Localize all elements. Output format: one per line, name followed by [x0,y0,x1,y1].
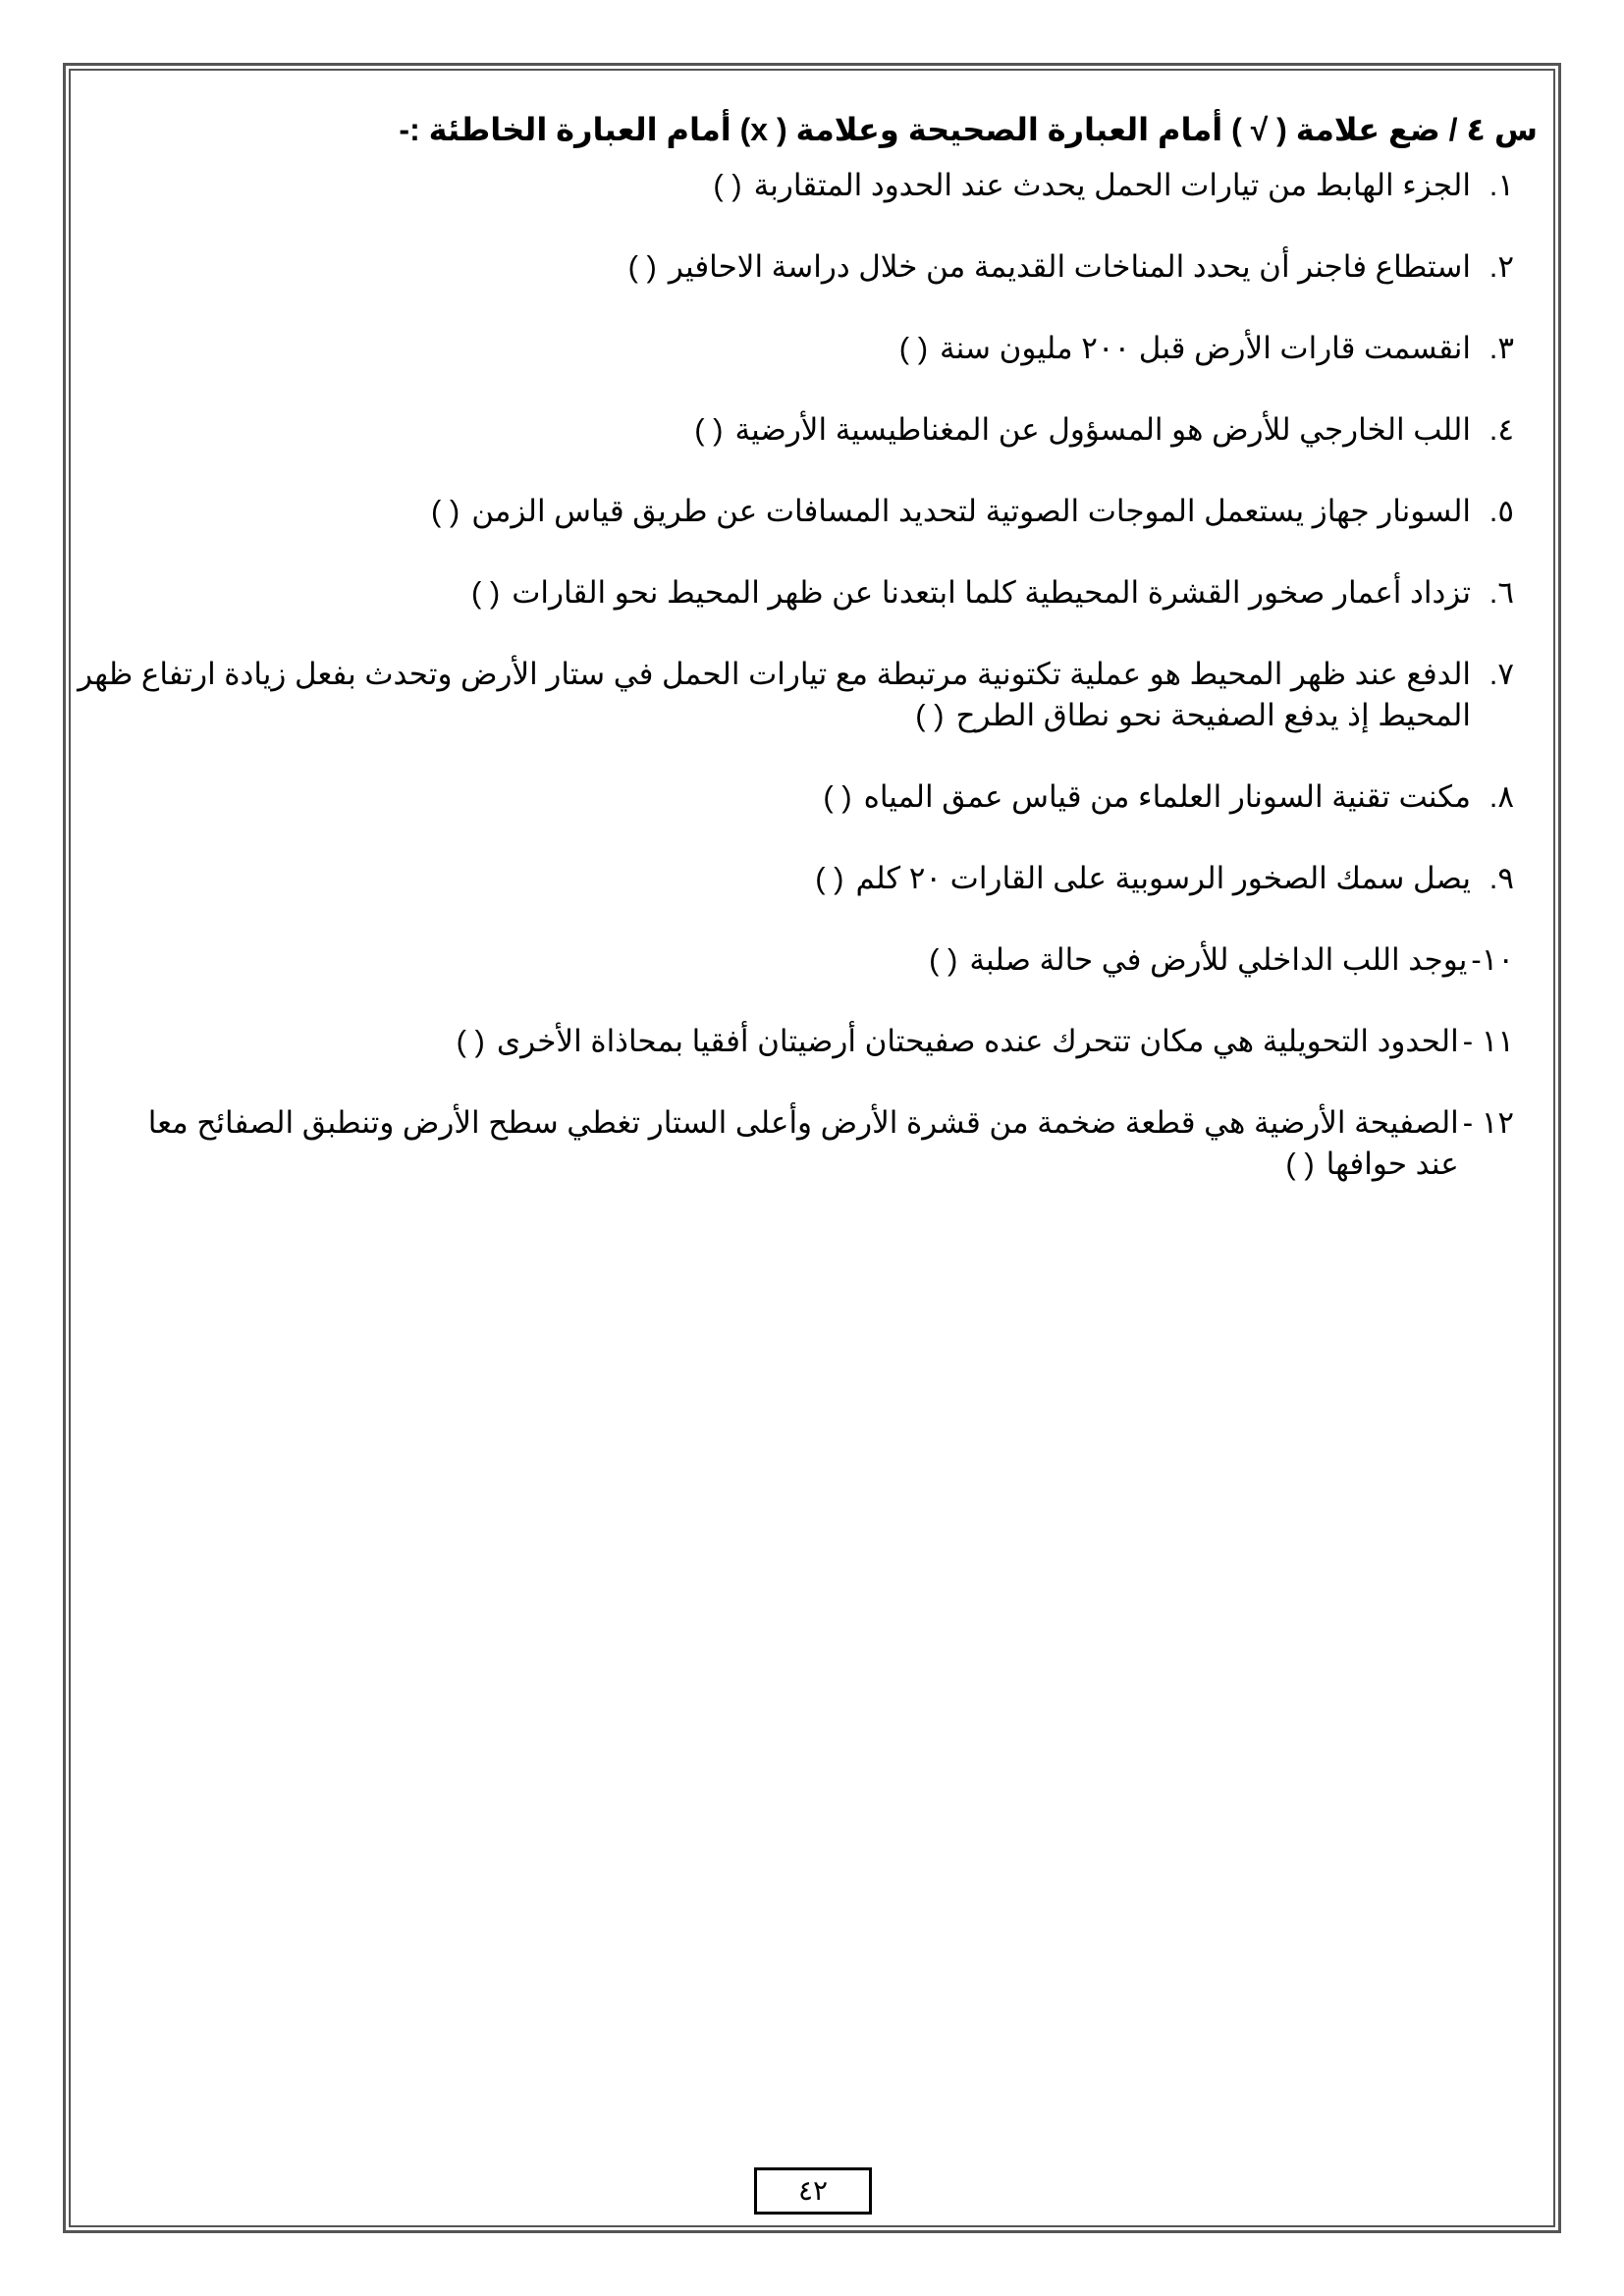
list-item [110,776,1514,818]
answer-blank: ( ) [627,249,657,284]
question-heading: س ٤ / ضع علامة ( √ ) أمام العبارة الصحيحة وعلامة ( x) أمام العبارة الخاطئة :- [399,112,1538,147]
answer-blank: ( ) [694,412,724,447]
item-number: ٩. [1489,861,1514,895]
item-text: يوجد اللب الداخلي للأرض في حالة صلبة( ) [110,939,1467,981]
page-number: ٤٢ [754,2167,872,2215]
list-item [110,246,1514,288]
item-number: ٥. [1489,494,1514,528]
list-item [78,654,1514,736]
worksheet-content [78,108,1538,1225]
item-number: ١٠- [1471,942,1514,977]
list-item [110,328,1514,369]
item-text: تزداد أعمار صخور القشرة المحيطية كلما ابتعدنا عن ظهر المحيط نحو القارات( ) [110,572,1471,614]
item-text: يصل سمك الصخور الرسوبية على القارات ٢٠ كلم( ) [110,858,1471,899]
item-number: ٣. [1489,331,1514,365]
answer-blank: ( ) [430,494,460,528]
item-number: ٢. [1489,249,1514,284]
list-item [110,572,1514,614]
item-text: السونار جهاز يستعمل الموجات الصوتية لتحديد المسافات عن طريق قياس الزمن( ) [110,491,1471,532]
statement-list [78,165,1514,1185]
item-text: الجزء الهابط من تيارات الحمل يحدث عند الحدود المتقاربة( ) [110,165,1471,206]
list-item [110,409,1514,451]
item-text: الدفع عند ظهر المحيط هو عملية تكتونية مرتبطة مع تيارات الحمل في ستار الأرض وتحدث بفعل زيادة ارتفاع ظهر المحيط إذ يدفع الصفيحة نحو نطاق الطرح( ) [59,654,1471,736]
item-text: اللب الخارجي للأرض هو المسؤول عن المغناطيسية الأرضية( ) [110,409,1471,451]
item-number: ١٢ - [1462,1105,1514,1140]
item-text: الحدود التحويلية هي مكان تتحرك عنده صفيحتان أرضيتان أفقيا بمحاذاة الأخرى( ) [110,1021,1459,1062]
list-item [110,1021,1514,1062]
answer-blank: ( ) [815,861,844,895]
list-item [110,858,1514,899]
answer-blank: ( ) [470,575,501,610]
answer-blank: ( ) [929,942,958,977]
answer-blank: ( ) [713,168,742,202]
answer-blank: ( ) [456,1024,485,1058]
answer-blank: ( ) [1285,1147,1315,1181]
answer-blank: ( ) [915,698,945,732]
answer-blank: ( ) [898,331,929,365]
list-item [110,1102,1514,1185]
item-number: ٤. [1489,412,1514,447]
item-number: ٨. [1489,779,1514,814]
item-number: ٧. [1489,657,1514,691]
item-number: ٦. [1489,575,1514,610]
list-item [110,491,1514,532]
item-number: ١. [1489,168,1514,202]
list-item [110,939,1514,981]
item-number: ١١ - [1462,1024,1514,1058]
list-item [110,165,1514,206]
item-text: مكنت تقنية السونار العلماء من قياس عمق المياه( ) [110,776,1471,818]
item-text: انقسمت قارات الأرض قبل ٢٠٠ مليون سنة( ) [110,328,1471,369]
item-text: الصفيحة الأرضية هي قطعة ضخمة من قشرة الأرض وأعلى الستار تغطي سطح الأرض وتنطبق الصفائح معا عند حوافها( ) [110,1102,1459,1185]
answer-blank: ( ) [823,779,852,814]
item-text: استطاع فاجنر أن يحدد المناخات القديمة من خلال دراسة الاحافير( ) [110,246,1471,288]
